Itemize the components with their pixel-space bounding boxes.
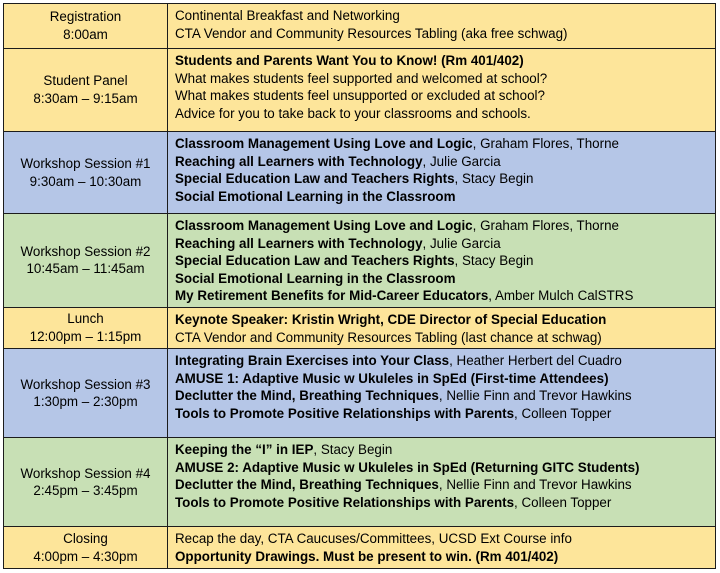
detail-line (175, 52, 715, 70)
session-name: Closing (63, 531, 108, 547)
session-name: Workshop Session #3 (20, 376, 151, 392)
session-time: 4:00pm – 4:30pm (33, 548, 138, 564)
detail-text: CTA Vendor and Community Resources Tabling (last chance at schwag) (175, 329, 602, 345)
session-cell (4, 4, 168, 49)
detail-line (175, 105, 715, 123)
detail-text: Advice for you to take back to your classrooms and schools. (175, 105, 531, 121)
agenda-row (4, 527, 716, 569)
detail-text: , Julie Garcia (422, 153, 501, 169)
detail-title: Social Emotional Learning in the Classroom (175, 270, 456, 286)
agenda-body (4, 4, 716, 569)
detail-line (175, 188, 715, 206)
session-cell (4, 49, 168, 132)
detail-line (175, 459, 715, 477)
detail-title: Integrating Brain Exercises into Your Class (175, 353, 450, 369)
detail-title: Keeping the “I” in IEP (175, 442, 314, 458)
detail-title: Classroom Management Using Love and Logic (175, 136, 473, 151)
session-details-cell (168, 349, 716, 438)
detail-text: , Graham Flores, Thorne (472, 136, 619, 151)
session-cell (4, 438, 168, 527)
detail-text: , Nellie Finn and Trevor Hawkins (438, 388, 632, 404)
detail-title: Opportunity Drawings. Must be present to win. (Rm 401/402) (175, 548, 559, 564)
detail-title: Declutter the Mind, Breathing Techniques (175, 477, 439, 493)
detail-line (175, 135, 715, 153)
detail-line (175, 441, 715, 459)
agenda-row (4, 214, 716, 308)
session-cell (4, 307, 168, 348)
session-name: Workshop Session #1 (20, 155, 151, 171)
detail-text: , Heather Herbert del Cuadro (449, 353, 622, 369)
session-time: 9:30am – 10:30am (29, 173, 142, 189)
detail-text: , Colleen Topper (514, 494, 612, 510)
session-cell (4, 214, 168, 308)
agenda-row (4, 132, 716, 214)
detail-text: , Nellie Finn and Trevor Hawkins (438, 477, 632, 493)
agenda-table (3, 3, 716, 569)
detail-line (175, 217, 715, 235)
detail-line (175, 352, 715, 370)
session-name: Workshop Session #4 (20, 465, 151, 481)
agenda-row (4, 4, 716, 49)
detail-title: My Retirement Benefits for Mid-Career Educators (175, 288, 489, 304)
session-name: Student Panel (43, 73, 128, 89)
detail-title: Reaching all Learners with Technology (175, 153, 423, 169)
agenda-row (4, 349, 716, 438)
session-details-cell (168, 214, 716, 308)
detail-text: , Julie Garcia (422, 235, 501, 251)
detail-line (175, 153, 715, 171)
detail-line (175, 270, 715, 288)
detail-line (175, 530, 715, 548)
detail-text: Continental Breakfast and Networking (175, 8, 400, 23)
detail-line (175, 235, 715, 253)
detail-title: Reaching all Learners with Technology (175, 235, 423, 251)
detail-text: , Stacy Begin (313, 442, 393, 458)
session-cell (4, 349, 168, 438)
detail-title: AMUSE 1: Adaptive Music w Ukuleles in SpEd (First-time Attendees) (175, 370, 609, 386)
detail-line (175, 387, 715, 405)
detail-title: Tools to Promote Positive Relationships with Parents (175, 494, 515, 510)
detail-line (175, 287, 715, 305)
detail-line (175, 7, 715, 25)
detail-line (175, 405, 715, 423)
detail-line (175, 311, 715, 329)
detail-line (175, 252, 715, 270)
agenda-row (4, 307, 716, 348)
detail-title: Tools to Promote Positive Relationships with Parents (175, 405, 515, 421)
detail-line (175, 87, 715, 105)
session-cell (4, 132, 168, 214)
detail-title: AMUSE 2: Adaptive Music w Ukuleles in SpEd (Returning GITC Students) (175, 459, 640, 475)
session-time: 10:45am – 11:45am (26, 261, 145, 277)
session-time: 2:45pm – 3:45pm (33, 483, 138, 499)
detail-title: Special Education Law and Teachers Rights (175, 253, 455, 269)
session-details-cell (168, 4, 716, 49)
session-details-cell (168, 527, 716, 569)
detail-text: What makes students feel supported and welcomed at school? (175, 70, 548, 86)
detail-text: , Stacy Begin (454, 253, 534, 269)
session-time: 8:00am (63, 27, 108, 42)
session-cell (4, 527, 168, 569)
detail-title: Special Education Law and Teachers Rights (175, 171, 455, 187)
detail-line (175, 548, 715, 566)
detail-line (175, 476, 715, 494)
detail-line (175, 329, 715, 347)
session-details-cell (168, 307, 716, 348)
detail-line (175, 25, 715, 43)
session-name: Registration (49, 9, 122, 25)
session-name: Lunch (67, 311, 104, 327)
detail-text: , Stacy Begin (454, 171, 534, 187)
agenda-row (4, 438, 716, 527)
detail-title: Classroom Management Using Love and Logic (175, 218, 473, 233)
detail-text: , Amber Mulch CalSTRS (488, 288, 634, 304)
session-details-cell (168, 49, 716, 132)
detail-line (175, 170, 715, 188)
detail-text: CTA Vendor and Community Resources Tabling (aka free schwag) (175, 25, 568, 41)
detail-title: Declutter the Mind, Breathing Techniques (175, 388, 439, 404)
detail-text: , Colleen Topper (514, 405, 612, 421)
session-details-cell (168, 438, 716, 527)
detail-text: What makes students feel unsupported or excluded at school? (175, 88, 545, 104)
session-time: 8:30am – 9:15am (33, 91, 138, 106)
detail-line (175, 494, 715, 512)
session-details-cell (168, 132, 716, 214)
session-time: 1:30pm – 2:30pm (33, 394, 138, 410)
detail-title: Students and Parents Want You to Know! (Rm 401/402) (175, 53, 524, 68)
detail-line (175, 370, 715, 388)
detail-text: Recap the day, CTA Caucuses/Committees, UCSD Ext Course info (175, 531, 572, 547)
detail-title: Social Emotional Learning in the Classroom (175, 188, 456, 204)
session-name: Workshop Session #2 (20, 243, 151, 259)
detail-title: Keynote Speaker: Kristin Wright, CDE Director of Special Education (175, 311, 607, 327)
session-time: 12:00pm – 1:15pm (29, 329, 142, 345)
detail-line (175, 70, 715, 88)
agenda-row (4, 49, 716, 132)
detail-text: , Graham Flores, Thorne (472, 218, 619, 233)
